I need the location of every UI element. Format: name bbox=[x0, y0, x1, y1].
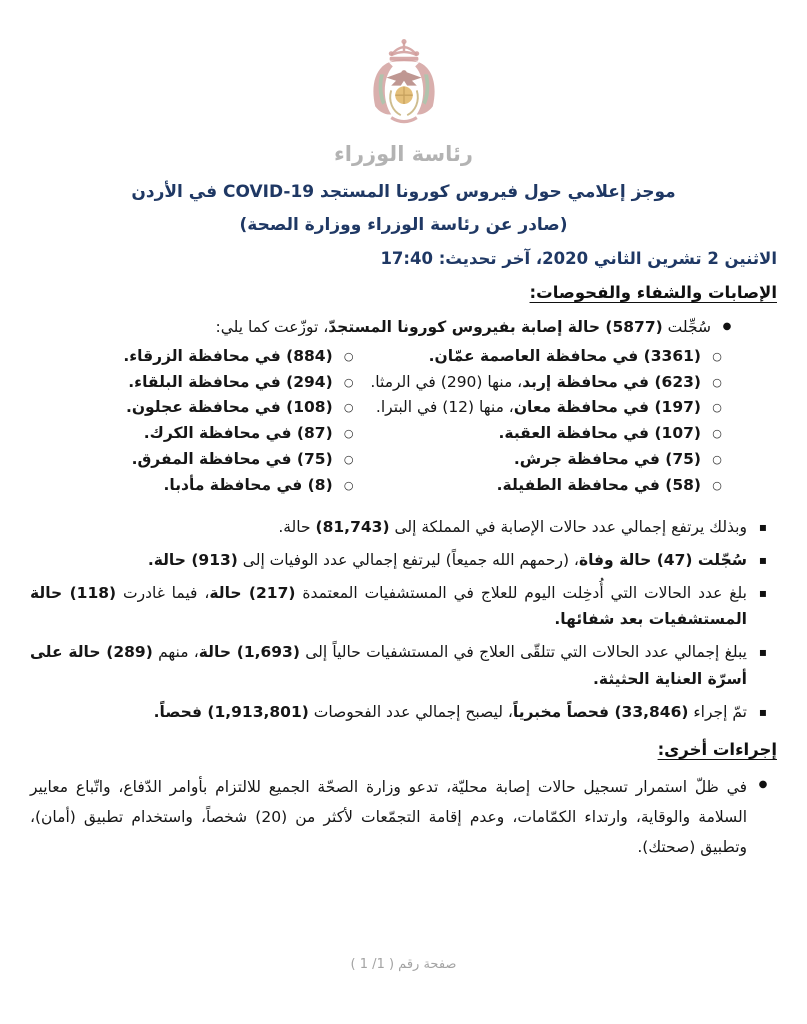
text-run: ، (رحمهم الله جميعاً) ليرتفع إجمالي عدد الوفيات إلى bbox=[237, 551, 579, 570]
text-run: (884) في محافظة الزرقاء. bbox=[123, 347, 333, 366]
circle-bullet-icon: ○ bbox=[712, 350, 722, 364]
stat-text bbox=[30, 580, 747, 632]
other-actions-text bbox=[30, 772, 747, 863]
jordan-coat-of-arms-icon bbox=[356, 36, 452, 140]
text-run: تمّ إجراء bbox=[688, 702, 747, 721]
stat-bullet-item bbox=[30, 514, 771, 540]
section-heading-other-actions: إجراءات أخرى: bbox=[657, 739, 777, 759]
circle-bullet-icon: ○ bbox=[343, 401, 354, 415]
text-run: يبلغ إجمالي عدد الحالات التي تتلقّى العلاج في المستشفيات حالياً إلى bbox=[299, 643, 747, 662]
text-run: (5877) حالة إصابة بفيروس كورونا المستجدّ bbox=[328, 318, 663, 336]
stat-text bbox=[30, 514, 747, 540]
governorate-item bbox=[30, 447, 357, 473]
stat-bullet-item bbox=[30, 639, 771, 691]
text-run: وبذلك يرتفع إجمالي عدد حالات الإصابة في المملكة إلى bbox=[389, 518, 747, 537]
text-run: (75) في محافظة المفرق. bbox=[131, 449, 333, 468]
governorate-text bbox=[357, 473, 701, 499]
governorate-text bbox=[30, 473, 333, 499]
square-bullet-icon: ▪ bbox=[758, 553, 768, 568]
governorate-item bbox=[357, 447, 725, 473]
circle-bullet-icon: ○ bbox=[712, 375, 722, 389]
governorate-text bbox=[30, 421, 333, 447]
governorate-item bbox=[357, 395, 725, 421]
governorate-text bbox=[30, 447, 333, 473]
text-run: في ظلّ استمرار تسجيل حالات إصابة محليّة، تدعو وزارة الصحّة الجميع للالتزام بأوامر الدّفاع، واتّباع معايير السلامة والوقاية، وارتداء الكمّامات، وعدم إقامة التجمّعات لأكثر من (20) شخصاً، واستخدام تطبيق (أمان)، وتطبيق (صحتك). bbox=[30, 777, 747, 856]
governorate-item bbox=[357, 370, 725, 396]
stats-list bbox=[30, 514, 771, 724]
text-run: ، توزّعت كما يلي: bbox=[215, 318, 329, 336]
text-run: حالة. bbox=[278, 518, 316, 537]
square-bullet-icon: ▪ bbox=[758, 520, 768, 535]
text-run: (289) حالة على أسرّة العناية الحثيثة. bbox=[30, 643, 747, 688]
stat-text bbox=[30, 639, 747, 691]
text-run: ، منها (290) في الرمثا. bbox=[370, 372, 523, 391]
text-run: (75) في محافظة جرش. bbox=[513, 449, 701, 468]
text-run: سُجِّلت bbox=[662, 318, 711, 336]
text-run: ، ليصبح إجمالي عدد الفحوصات bbox=[308, 702, 513, 721]
text-run: (217) حالة bbox=[209, 584, 296, 603]
cases-intro-bullet bbox=[30, 314, 735, 340]
text-run: (108) في محافظة عجلون. bbox=[125, 398, 333, 417]
governorate-text bbox=[357, 370, 701, 396]
text-run: سُجّلت (47) حالة وفاة bbox=[578, 551, 747, 570]
square-bullet-icon: ▪ bbox=[758, 645, 768, 660]
governorate-text bbox=[357, 421, 701, 447]
governorates-list bbox=[30, 344, 725, 498]
text-run: (87) في محافظة الكرك. bbox=[143, 424, 333, 443]
disc-bullet-icon: ● bbox=[722, 321, 732, 332]
circle-bullet-icon: ○ bbox=[712, 427, 722, 441]
circle-bullet-icon: ○ bbox=[712, 478, 722, 492]
governorate-text bbox=[357, 395, 701, 421]
text-run: (913) حالة. bbox=[147, 551, 238, 570]
text-run: (3361) في محافظة العاصمة عمّان. bbox=[428, 347, 701, 366]
governorate-item bbox=[357, 344, 725, 370]
governorate-text bbox=[30, 370, 333, 396]
logo-caption: رئاسة الوزراء bbox=[334, 142, 473, 166]
circle-bullet-icon: ○ bbox=[712, 401, 722, 415]
stat-bullet-item bbox=[30, 580, 771, 632]
governorate-item bbox=[30, 421, 357, 447]
text-run: بلغ عدد الحالات التي أُدخِلت اليوم للعلاج في المستشفيات المعتمدة bbox=[295, 584, 747, 603]
logo-block bbox=[0, 0, 807, 166]
other-actions-bullet bbox=[30, 772, 771, 863]
governorates-left-column bbox=[30, 344, 357, 498]
governorate-text bbox=[357, 447, 701, 473]
text-run: (197) في محافظة معان bbox=[513, 398, 701, 417]
square-bullet-icon: ▪ bbox=[758, 704, 768, 719]
circle-bullet-icon: ○ bbox=[712, 452, 722, 466]
governorate-item bbox=[30, 395, 357, 421]
stat-bullet-item bbox=[30, 699, 771, 725]
governorate-text bbox=[30, 344, 333, 370]
governorate-text bbox=[30, 395, 333, 421]
text-run: ، فيما غادرت bbox=[116, 584, 210, 603]
cases-intro-text bbox=[30, 314, 711, 340]
square-bullet-icon: ▪ bbox=[758, 586, 768, 601]
stat-text bbox=[30, 547, 747, 573]
text-run: (33,846) فحصاً مخبرياً bbox=[512, 702, 689, 721]
date-update-line: الاثنين 2 تشرين الثاني 2020، آخر تحديث: 17:40 bbox=[380, 249, 777, 268]
governorate-item bbox=[30, 473, 357, 499]
stat-text bbox=[30, 699, 747, 725]
text-run: (118) حالة المستشفيات بعد شفائها. bbox=[30, 584, 747, 629]
disc-bullet-icon: ● bbox=[758, 778, 768, 790]
governorate-item bbox=[357, 473, 725, 499]
text-run: (1,693) حالة bbox=[198, 643, 300, 662]
text-run: (8) في محافظة مأدبا. bbox=[163, 475, 333, 494]
document-subtitle: (صادر عن رئاسة الوزراء ووزارة الصحة) bbox=[239, 215, 568, 235]
text-run: ، منها (12) في البترا. bbox=[375, 398, 514, 417]
governorate-item bbox=[30, 370, 357, 396]
text-run: (294) في محافظة البلقاء. bbox=[128, 372, 333, 391]
governorate-item bbox=[357, 421, 725, 447]
governorate-item bbox=[30, 344, 357, 370]
governorates-right-column bbox=[357, 344, 725, 498]
text-run: (81,743) bbox=[315, 518, 390, 537]
circle-bullet-icon: ○ bbox=[343, 478, 354, 492]
text-run: (58) في محافظة الطفيلة. bbox=[496, 475, 701, 494]
circle-bullet-icon: ○ bbox=[343, 350, 354, 364]
text-run: (107) في محافظة العقبة. bbox=[498, 424, 701, 443]
document-title: موجز إعلامي حول فيروس كورونا المستجد COVID-19 في الأردن bbox=[131, 182, 676, 202]
text-run: (1,913,801) فحصاً. bbox=[153, 702, 309, 721]
text-run: ، منهم bbox=[152, 643, 199, 662]
section-heading-cases: الإصابات والشفاء والفحوصات: bbox=[529, 283, 777, 302]
circle-bullet-icon: ○ bbox=[343, 427, 354, 441]
stat-bullet-item bbox=[30, 547, 771, 573]
circle-bullet-icon: ○ bbox=[343, 375, 354, 389]
governorate-text bbox=[357, 344, 701, 370]
circle-bullet-icon: ○ bbox=[343, 452, 354, 466]
page-number-footer: صفحة رقم ( 1/ 1 ) bbox=[350, 957, 457, 972]
text-run: (623) في محافظة إربد bbox=[522, 372, 701, 391]
